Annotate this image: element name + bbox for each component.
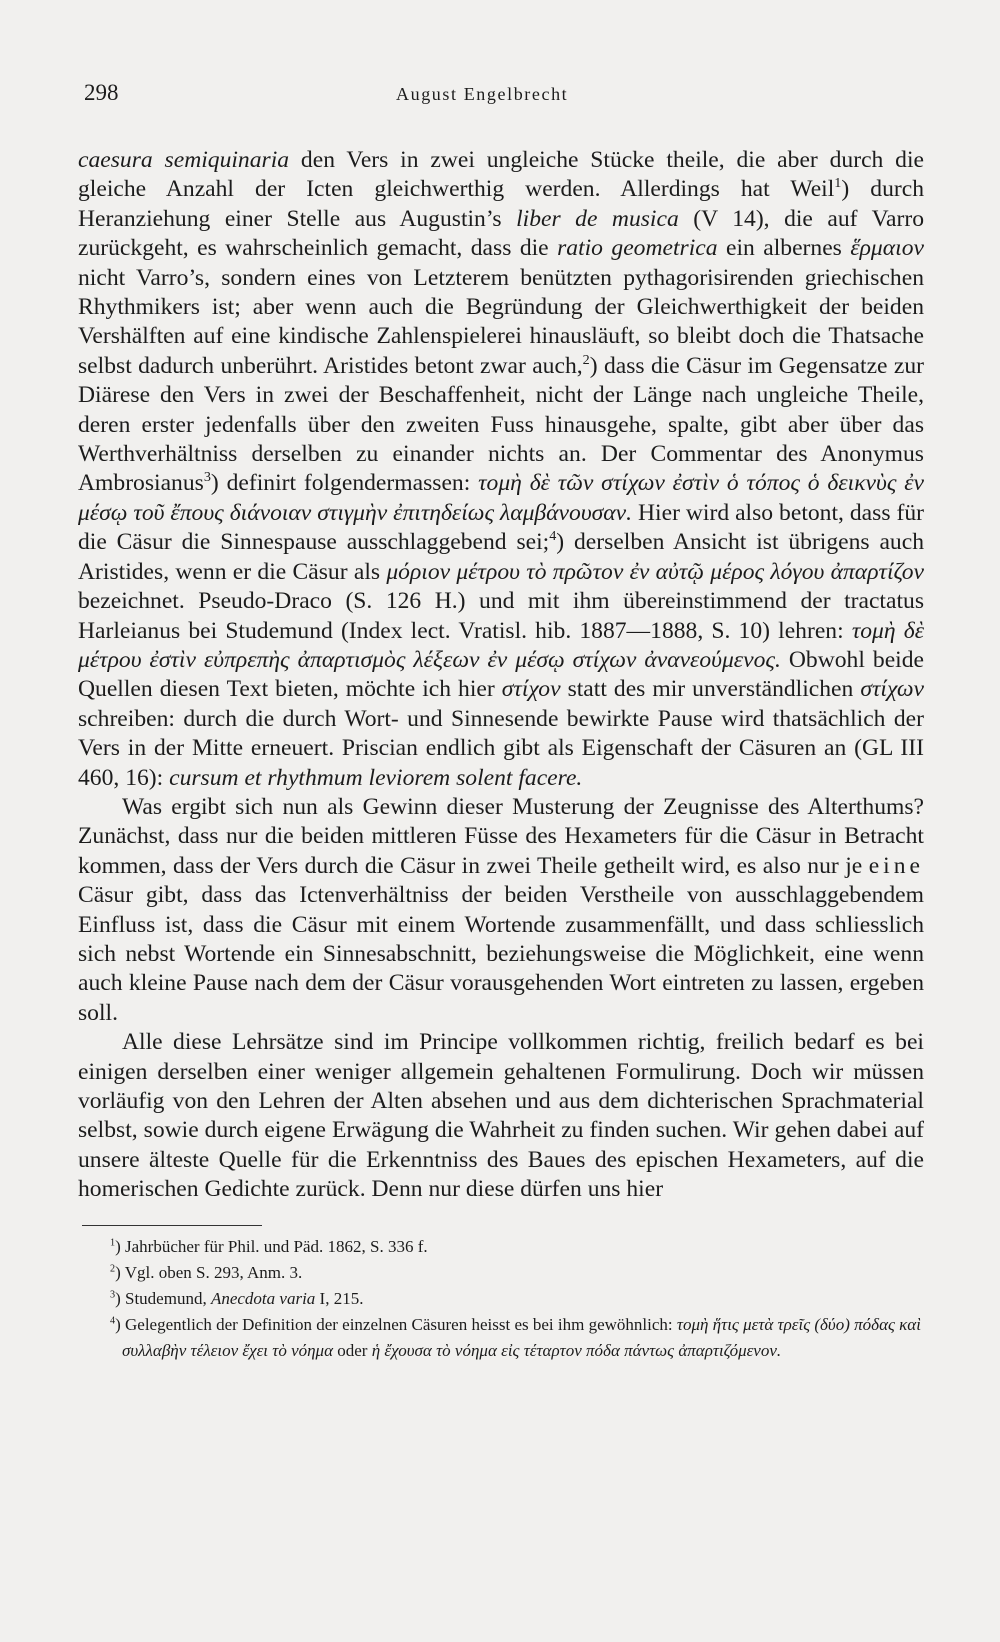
page-header xyxy=(78,80,924,116)
text-run: ) derselben Ansicht ist übrigens auch Aristides, wenn er die Cäsur als xyxy=(78,529,924,585)
text-run: cursum et rhythmum leviorem solent facere. xyxy=(169,764,583,791)
footnote-ref: 3 xyxy=(203,469,211,486)
text-run: στίχων xyxy=(860,676,924,703)
paragraph-2 xyxy=(78,793,924,1028)
text-run: ) Gelegentlich der Definition der einzelnen Cäsuren heisst es bei ihm gewöhnlich: xyxy=(115,1314,677,1334)
text-run: oder xyxy=(333,1340,372,1360)
text-run: Hier wird also betont, dass für die Cäsur die Sinnespause ausschlaggebend sei; xyxy=(78,499,924,556)
footnote-3 xyxy=(78,1286,924,1312)
text-run: ) definirt folgendermassen: xyxy=(210,470,479,497)
footnote-ref: 4 xyxy=(110,1314,116,1326)
text-run: τομὴ δὲ τῶν στίχων ἐστὶν ὁ τόπος ὁ δεικνὺς ἐν μέσῳ τοῦ ἔπους διάνοιαν στιγμὴν ἐπιτηδείως λαμβάνουσαν. xyxy=(78,470,924,526)
footnote-rule xyxy=(82,1225,262,1226)
text-run: ) Vgl. oben S. 293, Anm. 3. xyxy=(115,1262,303,1282)
footnote-ref: 3 xyxy=(110,1288,116,1300)
text-run: ratio geometrica xyxy=(557,235,718,262)
text-run: bezeichnet. Pseudo-Draco (S. 126 H.) und mit ihm übereinstimmend der tractatus Harleianus bei Studemund (Index lect. Vratisl. hib. 1887—1888, S. 10) lehren: xyxy=(78,588,924,644)
footnote-ref: 1 xyxy=(834,175,842,192)
footnote-ref: 1 xyxy=(110,1236,116,1248)
paragraph-1 xyxy=(78,146,924,793)
text-run: ) dass die Cäsur im Gegensatze zur Diärese den Vers in zwei der Beschaffenheit, nicht der Länge nach ungleiche Theile, deren erster jedenfalls über den zweiten Fuss hinausgehe, spalte, gibt aber über das Werthverhältniss derselben zu einander nichts an. Der Commentar des Anonymus Ambrosianus xyxy=(78,352,925,497)
page-number: 298 xyxy=(84,80,119,105)
text-run: ein albernes xyxy=(717,235,851,262)
text-run: στίχον xyxy=(501,676,561,703)
text-run: I, 215. xyxy=(315,1288,364,1308)
text-run: Alle diese Lehrsätze sind im Principe vollkommen richtig, freilich bedarf es bei einigen derselben einer weniger allgemein gehaltenen Formulirung. Doch wir müssen vorläufig von den Lehren der Alten absehen und aus dem dichterischen Sprachmaterial selbst, sowie durch eigene Erwägung die Wahrheit zu finden suchen. Wir gehen dabei auf unsere älteste Quelle für die Erkenntniss des Baues des epischen Hexameters, auf die homerischen Gedichte zurück. Denn nur diese dürfen uns hier xyxy=(78,1029,924,1203)
text-run: τομὴ δὲ μέτρου ἐστὶν εὐπρεπὴς ἀπαρτισμὸς λέξεων ἐν μέσῳ στίχων ἀνανεούμενος. xyxy=(78,617,925,673)
text-run: liber de musica xyxy=(516,205,679,232)
text-run: ) Jahrbücher für Phil. und Päd. 1862, S. 336 f. xyxy=(115,1236,428,1256)
text-run: nicht Varro’s, sondern eines von Letzterem benützten pythagorisirenden griechischen Rhythmikers ist; aber wenn auch die Begründung der Gleichwerthigkeit der beiden Vershälften auf eine kindische Zahlenspielerei hinausläuft, so bleibt doch die Thatsache selbst dadurch unberührt. Aristides betont zwar auch, xyxy=(78,264,924,379)
text-run: ἕρμαιον xyxy=(850,235,924,262)
text-run: ἡ ἔχουσα τὸ νόημα εἰς τέταρτον πόδα πάντως ἀπαρτιζόμενον. xyxy=(371,1340,782,1360)
text-run: (V 14), die auf Varro zurückgeht, es wahrscheinlich gemacht, dass die xyxy=(78,205,924,262)
footnote-ref: 2 xyxy=(110,1262,116,1274)
paragraph-3 xyxy=(78,1028,924,1204)
footnote-2 xyxy=(78,1260,924,1286)
text-run: μόριον μέτρου τὸ πρῶτον ἐν αὐτῷ μέρος λόγου ἀπαρτίζον xyxy=(386,558,924,585)
text-run: ) Studemund, xyxy=(115,1288,211,1308)
footnote-4 xyxy=(78,1312,924,1364)
running-head: August Engelbrecht xyxy=(396,84,569,104)
footnotes xyxy=(78,1234,924,1364)
book-page xyxy=(78,80,924,1364)
text-run: den Vers in zwei ungleiche Stücke theile, die aber durch die gleiche Anzahl der Icten gleichwerthig werden. Allerdings hat Weil xyxy=(78,147,925,203)
text-run: caesura semiquinaria xyxy=(78,147,290,173)
text-run: Was ergibt sich nun als Gewinn dieser Musterung der Zeugnisse des Alterthums? Zunächst, dass nur die beiden mittleren Füsse des Hexameters für die Cäsur in Betracht kommen, dass der Vers durch die Cäsur in zwei Theile getheilt wird, es also nur je xyxy=(78,793,924,879)
text-run: Obwohl beide Quellen diesen Text bieten, möchte ich hier xyxy=(78,646,924,703)
text-run: τομὴ ἥτις μετὰ τρεῖς (δύο) πόδας καὶ συλλαβὴν τέλειον ἔχει τὸ νόημα xyxy=(122,1314,921,1360)
text-run: schreiben: durch die durch Wort- und Sinnesende bewirkte Pause wird thatsächlich der Vers in der Mitte erneuert. Priscian endlich gibt als Eigenschaft der Cäsuren an (GL III 460, 16): xyxy=(78,705,924,791)
text-run: Anecdota varia xyxy=(210,1288,316,1308)
text-run: statt des mir unverständlichen xyxy=(560,676,861,703)
text-run: eine xyxy=(868,852,924,879)
footnote-ref: 2 xyxy=(582,351,590,368)
footnote-1 xyxy=(78,1234,924,1260)
body-text xyxy=(78,146,924,1205)
text-run: Cäsur gibt, dass das Ictenverhältniss der beiden Verstheile von ausschlaggebendem Einfluss ist, dass die Cäsur mit einem Wortende zusammenfällt, und dass schliesslich sich nebst Wortende ein Sinnesabschnitt, beziehungsweise die Möglichkeit, eine wenn auch kleine Pause nach dem der Cäsur vorausgehenden Wort eintreten zu lassen, ergeben soll. xyxy=(78,882,924,1026)
footnote-ref: 4 xyxy=(549,528,557,545)
text-run: ) durch Heranziehung einer Stelle aus Augustin’s xyxy=(78,176,924,232)
